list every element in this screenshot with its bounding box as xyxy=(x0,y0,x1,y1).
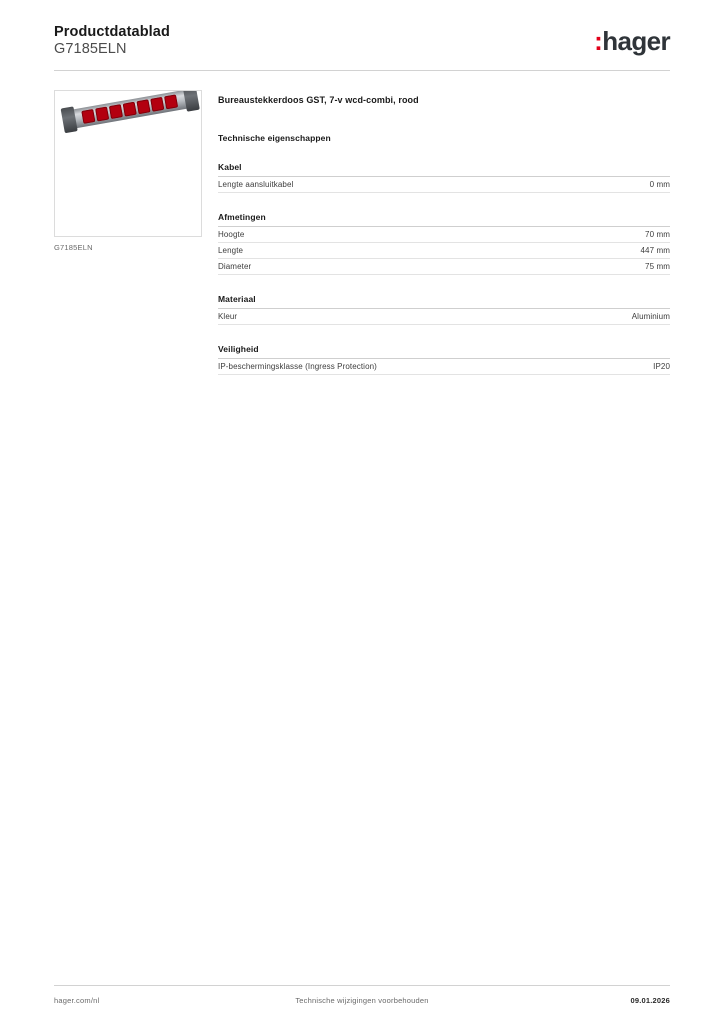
spec-label: Diameter xyxy=(218,262,252,271)
spec-group-materiaal xyxy=(218,294,670,325)
spec-value: IP20 xyxy=(653,362,670,371)
footer-disclaimer: Technische wijzigingen voorbehouden xyxy=(295,996,429,1005)
socket-outlet xyxy=(123,102,137,117)
specifications-column xyxy=(218,94,670,375)
spec-group-title: Afmetingen xyxy=(218,212,670,227)
image-caption: G7185ELN xyxy=(54,243,93,252)
footer-date: 09.01.2026 xyxy=(630,996,670,1005)
spec-value: 75 mm xyxy=(645,262,670,271)
spec-label: Hoogte xyxy=(218,230,245,239)
table-row xyxy=(218,227,670,243)
hager-logo xyxy=(594,24,670,54)
socket-outlet xyxy=(136,99,150,114)
spec-group-afmetingen xyxy=(218,212,670,275)
socket-outlet xyxy=(164,94,178,109)
socket-outlet xyxy=(109,104,123,119)
table-row xyxy=(218,243,670,259)
spec-value: 70 mm xyxy=(645,230,670,239)
spec-value: 0 mm xyxy=(649,180,670,189)
socket-outlet xyxy=(95,107,109,122)
logo-colon-mark: : xyxy=(594,26,603,56)
table-row xyxy=(218,309,670,325)
spec-group-veiligheid xyxy=(218,344,670,375)
spec-group-title: Kabel xyxy=(218,162,670,177)
table-row xyxy=(218,259,670,275)
specifications-heading: Technische eigenschappen xyxy=(218,133,331,143)
page-header xyxy=(54,24,670,58)
spec-value: 447 mm xyxy=(640,246,670,255)
spec-group-title: Materiaal xyxy=(218,294,670,309)
logo-wordmark: hager xyxy=(602,26,670,56)
socket-strip-illustration xyxy=(64,90,197,136)
spec-value: Aluminium xyxy=(631,312,670,321)
spec-label: Lengte xyxy=(218,246,244,255)
socket-outlet xyxy=(81,109,95,124)
spec-group-title: Veiligheid xyxy=(218,344,670,359)
page-footer xyxy=(54,996,670,1005)
table-row xyxy=(218,177,670,193)
footer-website-link[interactable]: hager.com/nl xyxy=(54,996,100,1005)
footer-divider xyxy=(54,985,670,986)
spec-group-kabel xyxy=(218,162,670,193)
product-reference: G7185ELN xyxy=(54,41,127,57)
product-name: Bureaustekkerdoos GST, 7-v wcd-combi, rood xyxy=(218,95,419,105)
socket-outlet xyxy=(150,97,164,112)
spec-label: Kleur xyxy=(218,312,238,321)
header-divider xyxy=(54,70,670,71)
page-title: Productdatablad xyxy=(54,24,170,40)
title-block xyxy=(54,24,170,58)
product-image xyxy=(54,90,202,237)
spec-label: Lengte aansluitkabel xyxy=(218,180,294,189)
table-row xyxy=(218,359,670,375)
spec-label: IP-beschermingsklasse (Ingress Protection) xyxy=(218,362,377,371)
